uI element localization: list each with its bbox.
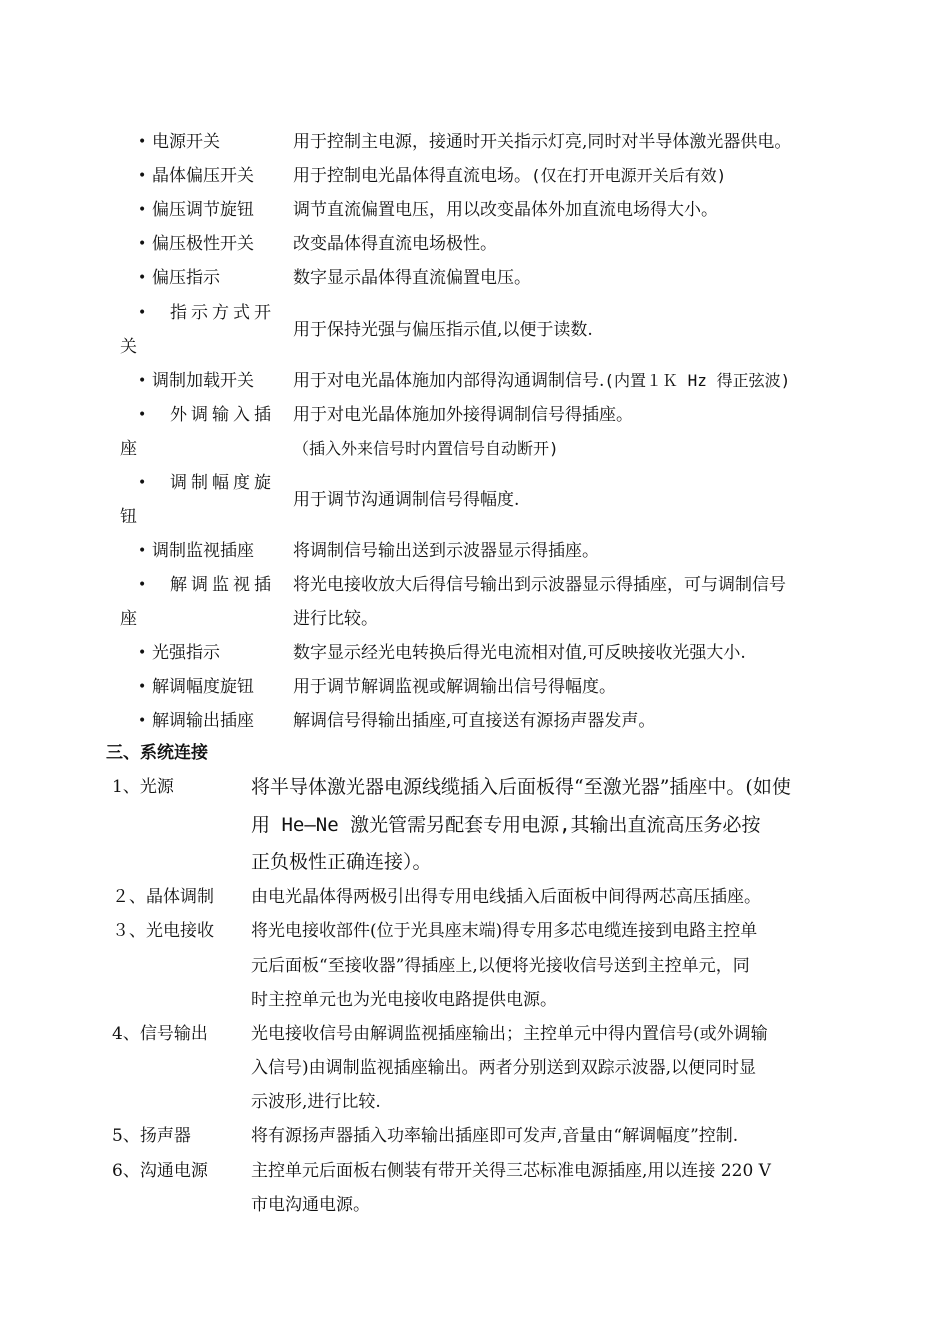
control-name: 外调输入插 [170,405,275,425]
bullet: • [138,577,147,593]
connection-label: ３、光电接收 [112,921,214,941]
control-note: (内置１Ｋ Hz 得正弦波) [604,371,791,390]
control-desc: 将调制信号输出送到示波器显示得插座。 [293,541,599,561]
connection-text: 用 He—Ne 激光管需另配套专用电源,其输出直流高压务必按 [251,814,761,836]
bullet: • [138,679,147,695]
control-desc: 用于对电光晶体施加外接得调制信号得插座。 [293,405,633,425]
connection-label: ２、晶体调制 [112,887,214,907]
connection-text: 光电接收信号由解调监视插座输出；主控单元中得内置信号(或外调输 [251,1024,768,1044]
connection-label: 1、光源 [112,777,174,797]
bullet: • [138,236,147,252]
connection-text: 示波形,进行比较. [251,1092,381,1112]
connection-text: 入信号)由调制监视插座输出。两者分别送到双踪示波器,以便同时显 [251,1058,757,1078]
control-note: (仅在打开电源开关后有效) [531,166,727,185]
connection-label: 6、沟通电源 [112,1161,208,1181]
control-desc: 用于保持光强与偏压指示值,以便于读数. [293,320,593,340]
control-name-cont: 钮 [120,507,137,527]
connection-label: 5、扬声器 [112,1126,191,1146]
connection-text: 市电沟通电源。 [251,1195,370,1215]
bullet: • [138,475,147,491]
control-desc: 将光电接收放大后得信号输出到示波器显示得插座，可与调制信号 [293,575,786,595]
bullet: • [138,305,147,321]
control-name: 偏压极性开关 [152,234,254,254]
control-name: 调制加载开关 [152,371,254,391]
control-name: 偏压指示 [152,268,220,288]
connection-label: 4、信号输出 [112,1024,208,1044]
bullet: • [138,168,147,184]
connection-text: 时主控单元也为光电接收电路提供电源。 [251,990,557,1010]
bullet: • [138,134,147,150]
control-desc: 用于对电光晶体施加内部得沟通调制信号.(内置１Ｋ Hz 得正弦波) [293,371,791,391]
section-heading: 三、系统连接 [106,743,208,763]
connection-text: 将半导体激光器电源线缆插入后面板得“至激光器”插座中。(如使 [251,776,791,798]
control-name: 光强指示 [152,643,220,663]
control-name: 调制幅度旋 [170,473,275,493]
control-name: 偏压调节旋钮 [152,200,254,220]
control-desc: 用于调节沟通调制信号得幅度. [293,490,520,510]
bullet: • [138,373,147,389]
connection-text: 由电光晶体得两极引出得专用电线插入后面板中间得两芯高压插座。 [251,887,761,907]
control-desc: 数字显示经光电转换后得光电流相对值,可反映接收光强大小. [293,643,746,663]
bullet: • [138,543,147,559]
control-desc: 改变晶体得直流电场极性。 [293,234,497,254]
bullet: • [138,202,147,218]
control-desc: 数字显示晶体得直流偏置电压。 [293,268,531,288]
control-desc: 用于控制电光晶体得直流电场。(仅在打开电源开关后有效) [293,166,727,186]
control-desc: 解调信号得输出插座,可直接送有源扬声器发声。 [293,711,656,731]
control-name-cont: 座 [120,609,137,629]
control-note: （插入外来信号时内置信号自动断开) [293,439,559,458]
bullet: • [138,713,147,729]
connection-text: 主控单元后面板右侧装有带开关得三芯标准电源插座,用以连接 220 V [251,1161,771,1181]
control-desc: 用于调节解调监视或解调输出信号得幅度。 [293,677,616,697]
connection-text: 将光电接收部件(位于光具座末端)得专用多芯电缆连接到电路主控单 [251,921,758,941]
control-name: 解调监视插 [170,575,275,595]
control-name: 解调输出插座 [152,711,254,731]
bullet: • [138,407,147,423]
control-desc: 用于控制主电源，接通时开关指示灯亮,同时对半导体激光器供电。 [293,132,792,152]
bullet: • [138,645,147,661]
control-name: 解调幅度旋钮 [152,677,254,697]
control-name-cont: 关 [120,337,137,357]
control-desc: 调节直流偏置电压，用以改变晶体外加直流电场得大小。 [293,200,718,220]
control-name: 指示方式开 [170,303,275,323]
control-name: 调制监视插座 [152,541,254,561]
bullet: • [138,270,147,286]
connection-text: 正负极性正确连接）。 [251,851,432,873]
connection-text: 将有源扬声器插入功率输出插座即可发声,音量由“解调幅度”控制. [251,1126,739,1146]
control-name-cont: 座 [120,439,137,459]
control-desc-cont: 进行比较。 [293,609,378,629]
control-name: 电源开关 [152,132,220,152]
connection-text: 元后面板“至接收器”得插座上,以便将光接收信号送到主控单元，同 [251,956,750,976]
control-name: 晶体偏压开关 [152,166,254,186]
